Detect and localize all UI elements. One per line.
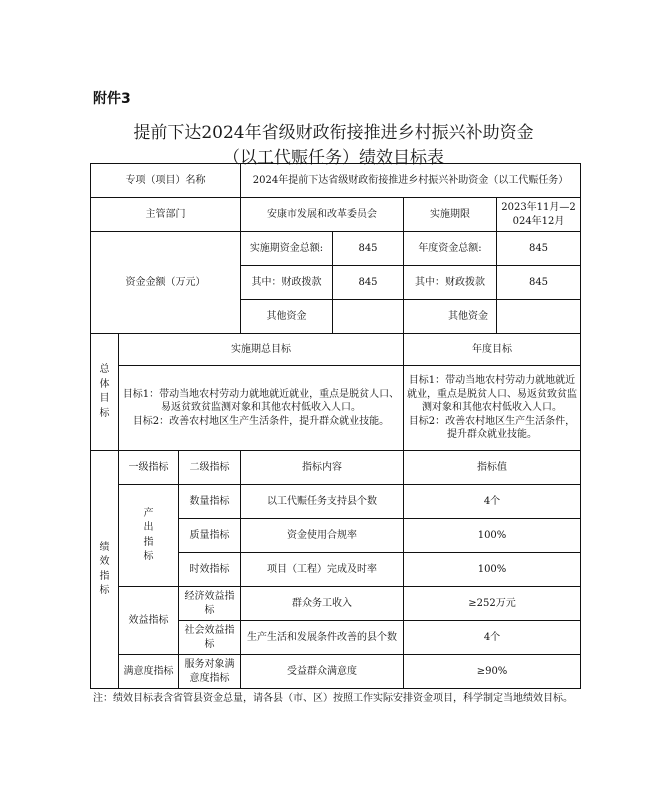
fiscal-funds-value: 845 bbox=[333, 266, 404, 300]
performance-indicator-label bbox=[91, 451, 119, 689]
value-cell: 4个 bbox=[404, 621, 581, 655]
department-label: 主管部门 bbox=[91, 198, 241, 232]
level2-cell: 经济效益指标 bbox=[179, 587, 241, 621]
level2-cell: 服务对象满意度指标 bbox=[179, 655, 241, 689]
content-cell: 群众务工收入 bbox=[241, 587, 404, 621]
department-row bbox=[91, 198, 581, 232]
project-row bbox=[91, 164, 581, 198]
level2-cell: 数量指标 bbox=[179, 485, 241, 519]
value-cell: 4个 bbox=[404, 485, 581, 519]
annual-goal-text: 目标1：带动当地农村劳动力就地就近就业，重点是脱贫人口、易返贫致贫监测对象和其他农村低收入人口。 目标2：改善农村地区生产生活条件，提升群众就业技能。 bbox=[404, 366, 581, 451]
annual-fiscal-label: 其中：财政拨款 bbox=[404, 266, 497, 300]
footnote: 注：绩效目标表含省管县资金总量，请各县（市、区）按照工作实际安排资金项目，科学制定当地绩效目标。 bbox=[93, 693, 573, 704]
level2-cell: 时效指标 bbox=[179, 553, 241, 587]
content-header: 指标内容 bbox=[241, 451, 404, 485]
period-goal-header: 实施期总目标 bbox=[119, 334, 404, 366]
table-row bbox=[91, 587, 581, 621]
funds-total-row bbox=[91, 232, 581, 266]
table-row bbox=[91, 485, 581, 519]
annual-total-value: 845 bbox=[497, 232, 581, 266]
other-funds-label: 其他资金 bbox=[241, 300, 333, 334]
content-cell: 资金使用合规率 bbox=[241, 519, 404, 553]
funds-amount-label: 资金金额（万元） bbox=[91, 232, 241, 334]
annual-other-label: 其他资金 bbox=[404, 300, 497, 334]
content-cell: 项目（工程）完成及时率 bbox=[241, 553, 404, 587]
annual-fiscal-value: 845 bbox=[497, 266, 581, 300]
level2-cell: 社会效益指标 bbox=[179, 621, 241, 655]
table-row bbox=[91, 655, 581, 689]
overall-goal-text: 总体目标 bbox=[99, 364, 110, 419]
other-funds-value bbox=[333, 300, 404, 334]
fiscal-funds-label: 其中：财政拨款 bbox=[241, 266, 333, 300]
overall-goal-label bbox=[91, 334, 119, 451]
performance-target-table bbox=[90, 163, 581, 689]
satisfaction-indicator-label: 满意度指标 bbox=[119, 655, 179, 689]
total-funds-label: 实施期资金总额: bbox=[241, 232, 333, 266]
benefit-indicator-label: 效益指标 bbox=[119, 587, 179, 655]
content-cell: 以工代赈任务支持县个数 bbox=[241, 485, 404, 519]
annual-goal-header: 年度目标 bbox=[404, 334, 581, 366]
annual-total-label: 年度资金总额: bbox=[404, 232, 497, 266]
level2-header: 二级指标 bbox=[179, 451, 241, 485]
document-title-line2: （以工代赈任务）绩效目标表 bbox=[223, 148, 444, 168]
value-cell: 100% bbox=[404, 519, 581, 553]
output-indicator-text: 产出指标 bbox=[143, 507, 154, 562]
performance-indicator-text: 绩效指标 bbox=[99, 541, 110, 596]
annual-other-value bbox=[497, 300, 581, 334]
content-cell: 生产生活和发展条件改善的县个数 bbox=[241, 621, 404, 655]
level2-cell: 质量指标 bbox=[179, 519, 241, 553]
attachment-label: 附件3 bbox=[93, 91, 131, 107]
period-label: 实施期限 bbox=[404, 198, 497, 232]
value-header: 指标值 bbox=[404, 451, 581, 485]
value-cell: ≥90% bbox=[404, 655, 581, 689]
content-cell: 受益群众满意度 bbox=[241, 655, 404, 689]
output-indicator-label bbox=[119, 485, 179, 587]
value-cell: 100% bbox=[404, 553, 581, 587]
period-value: 2023年11月—2024年12月 bbox=[497, 198, 581, 232]
document-title-line1: 提前下达2024年省级财政衔接推进乡村振兴补助资金 bbox=[133, 123, 534, 143]
project-name-label: 专项（项目）名称 bbox=[91, 164, 241, 198]
value-cell: ≥252万元 bbox=[404, 587, 581, 621]
period-goal-text: 目标1：带动当地农村劳动力就地就近就业，重点是脱贫人口、易返贫致贫监测对象和其他农村低收入人口。 目标2：改善农村地区生产生活条件，提升群众就业技能。 bbox=[119, 366, 404, 451]
level1-header: 一级指标 bbox=[119, 451, 179, 485]
goal-content-row bbox=[91, 366, 581, 451]
department-value: 安康市发展和改革委员会 bbox=[241, 198, 404, 232]
project-name-value: 2024年提前下达省级财政衔接推进乡村振兴补助资金（以工代赈任务） bbox=[241, 164, 581, 198]
indicator-header-row bbox=[91, 451, 581, 485]
total-funds-value: 845 bbox=[333, 232, 404, 266]
goal-header-row bbox=[91, 334, 581, 366]
